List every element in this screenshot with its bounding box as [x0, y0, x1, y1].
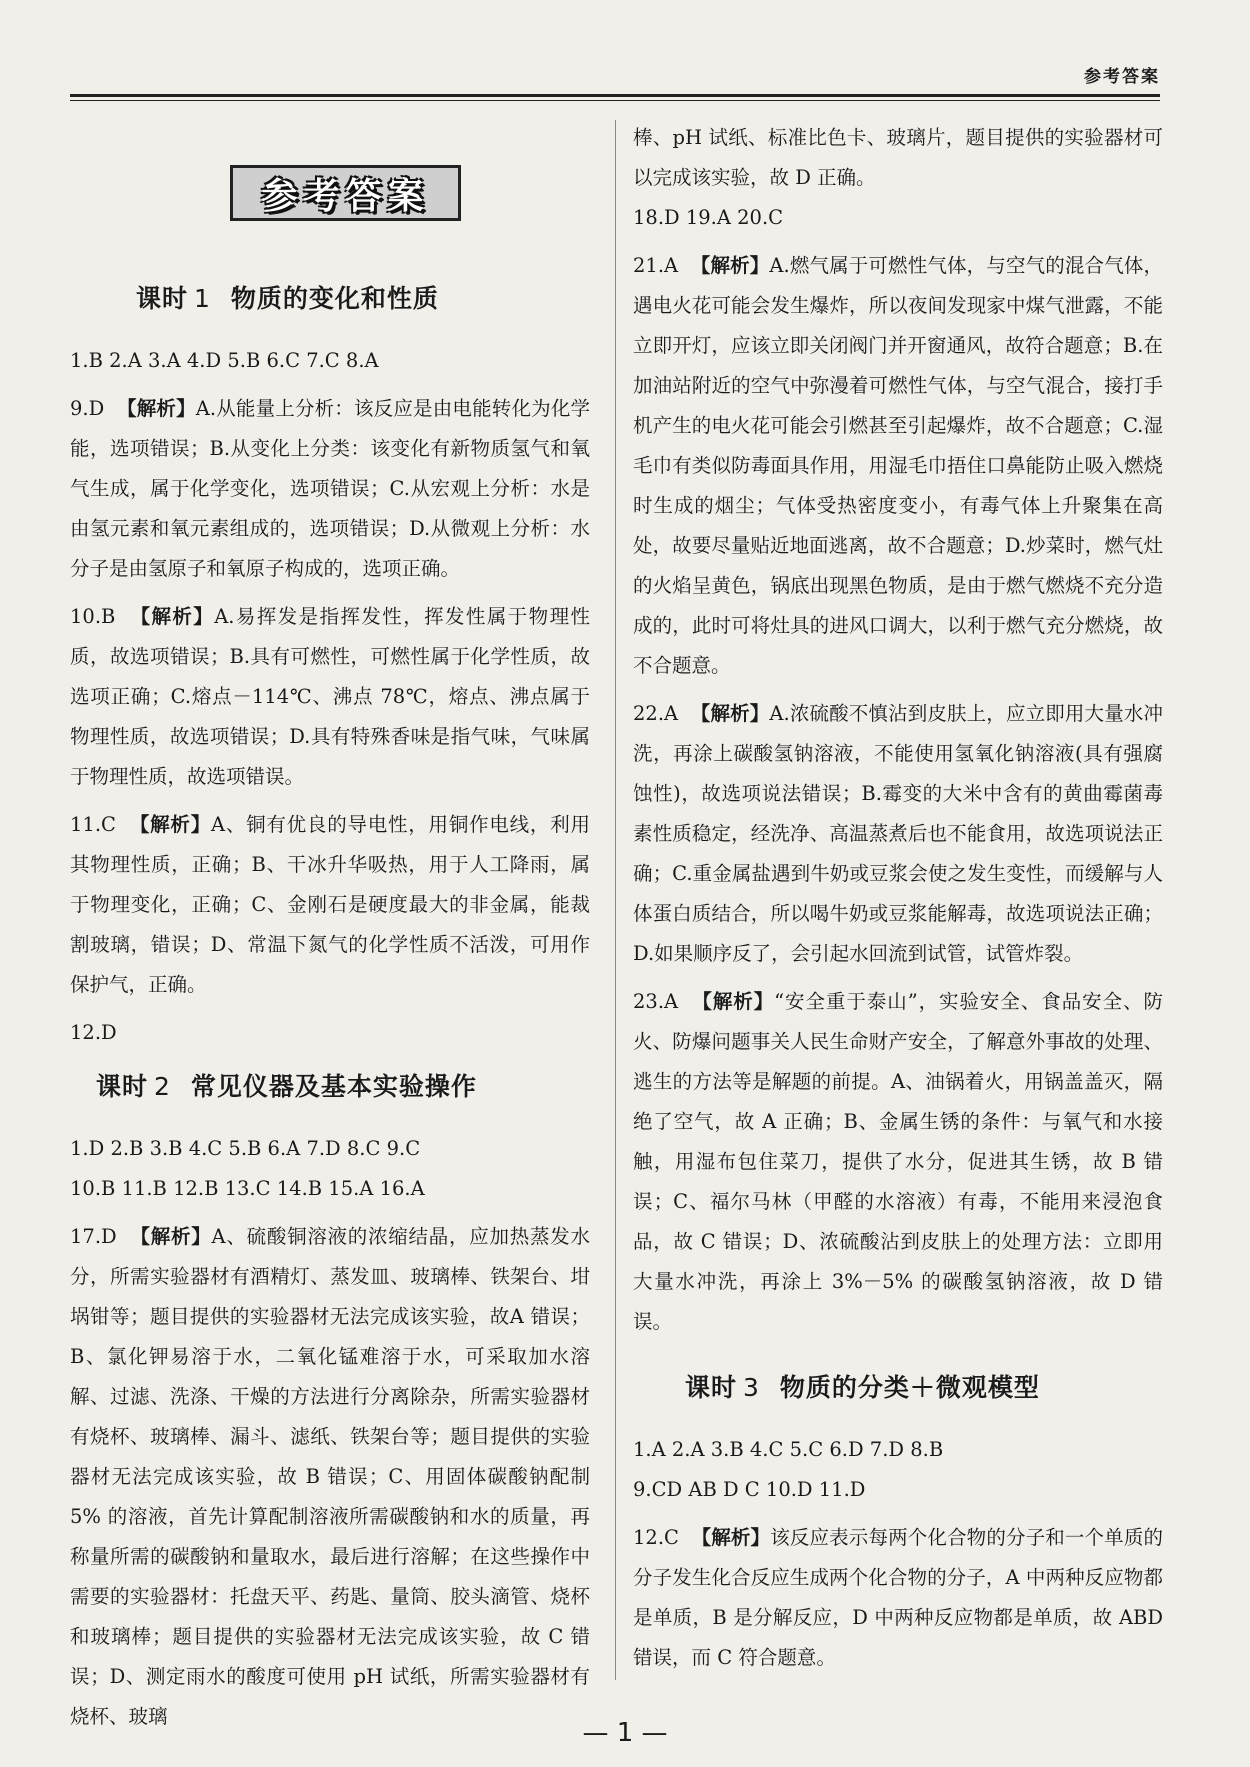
left-column [70, 120, 590, 1745]
answers-l2-10-16: 10.B 11.B 12.B 13.C 14.B 15.A 16.A [70, 1177, 425, 1200]
question-22: 22.A 【解析】A.浓硫酸不慎沾到皮肤上，应立即用大量水冲洗，再涂上碳酸氢钠溶液，不能使用氢氧化钠溶液(具有强腐蚀性)，故选项说法错误；B.霉变的大米中含有的黄曲霉菌毒素性质稳定，经洗净、高温蒸煮后也不能食用，故选项说法正确；C.重金属盐遇到牛奶或豆浆会使之发生变性，而缓解与人体蛋白质结合，所以喝牛奶或豆浆能解毒，故选项说法正确；D.如果顺序反了，会引起水回流到试管，试管炸裂。 [633, 702, 1163, 965]
column-divider [615, 120, 616, 1680]
lesson-3-heading: 课时 3 物质的分类＋微观模型 [685, 1373, 1040, 1402]
lesson-2-heading: 课时 2 常见仪器及基本实验操作 [96, 1072, 477, 1101]
question-10: 10.B 【解析】A.易挥发是指挥发性，挥发性属于物理性质，故选项错误；B.具有可燃性，可燃性属于化学性质，故选项正确；C.熔点－114℃、沸点 78℃，熔点、沸点属于物理性质，故选项错误；D.具有特殊香味是指气味，气味属于物理性质，故选项错误。 [70, 605, 590, 788]
question-l3-12: 12.C 【解析】该反应表示每两个化合物的分子和一个单质的分子发生化合反应生成两个化合物的分子，A 中两种反应物都是单质，B 是分解反应，D 中两种反应物都是单质，故 ABD 错误，而 C 符合题意。 [633, 1526, 1163, 1669]
question-21: 21.A 【解析】A.燃气属于可燃性气体，与空气的混合气体，遇电火花可能会发生爆炸，所以夜间发现家中煤气泄露，不能立即开灯，应该立即关闭阀门并开窗通风，故符合题意；B.在加油站附近的空气中弥漫着可燃性气体，与空气混合，接打手机产生的电火花可能会引燃甚至引起爆炸，故不合题意；C.湿毛巾有类似防毒面具作用，用湿毛巾捂住口鼻能防止吸入燃烧时生成的烟尘；气体受热密度变小，有毒气体上升聚集在高处，故要尽量贴近地面逃离，故不合题意；D.炒菜时，燃气灶的火焰呈黄色，锅底出现黑色物质，是由于燃气燃烧不充分造成的，此时可将灶具的进风口调大，以利于燃气充分燃烧，故不合题意。 [633, 254, 1163, 677]
header-label: 参考答案 [1084, 67, 1160, 87]
question-17-continued: 棒、pH 试纸、标准比色卡、玻璃片，题目提供的实验器材可以完成该实验，故 D 正确。 [633, 126, 1163, 189]
answers-18-20: 18.D 19.A 20.C [633, 206, 784, 229]
answers-l2-1-9: 1.D 2.B 3.B 4.C 5.B 6.A 7.D 8.C 9.C [70, 1137, 421, 1160]
right-column [633, 118, 1163, 1686]
question-11: 11.C 【解析】A、铜有优良的导电性，用铜作电线，利用其物理性质，正确；B、干冰升华吸热，用于人工降雨，属于物理变化，正确；C、金刚石是硬度最大的非金属，能裁割玻璃，错误；D、常温下氮气的化学性质不活泼，可用作保护气，正确。 [70, 813, 590, 996]
title-box: 参考答案 [230, 165, 461, 221]
question-9: 9.D 【解析】A.从能量上分析：该反应是由电能转化为化学能，选项错误；B.从变化上分类：该变化有新物质氢气和氧气生成，属于化学变化，选项错误；C.从宏观上分析：水是由氢元素和氧元素组成的，选项错误；D.从微观上分析：水分子是由氢原子和氧原子构成的，选项正确。 [70, 397, 590, 580]
header-rule-thick [70, 94, 1160, 97]
header-rule-thin [70, 100, 1160, 101]
question-23: 23.A 【解析】“安全重于泰山”，实验安全、食品安全、防火、防爆问题事关人民生命财产安全，了解意外事故的处理、逃生的方法等是解题的前提。A、油锅着火，用锅盖盖灭，隔绝了空气，故 A 正确；B、金属生锈的条件：与氧气和水接触，用湿布包住菜刀，提供了水分，促进其生锈，故 B 错误；C、福尔马林（甲醛的水溶液）有毒，不能用来浸泡食品，故 C 错误；D、浓硫酸沾到皮肤上的处理方法：立即用大量水冲洗，再涂上 3%－5% 的碳酸氢钠溶液，故 D 错误。 [633, 990, 1163, 1333]
page-number: — 1 — [582, 1718, 668, 1748]
answers-l3-1-8: 1.A 2.A 3.B 4.C 5.C 6.D 7.D 8.B [633, 1438, 944, 1461]
question-17: 17.D 【解析】A、硫酸铜溶液的浓缩结晶，应加热蒸发水分，所需实验器材有酒精灯、蒸发皿、玻璃棒、铁架台、坩埚钳等；题目提供的实验器材无法完成该实验，故A 错误；B、氯化钾易溶于水，二氧化锰难溶于水，可采取加水溶解、过滤、洗涤、干燥的方法进行分离除杂，所需实验器材有烧杯、玻璃棒、漏斗、滤纸、铁架台等；题目提供的实验器材无法完成该实验，故 B 错误；C、用固体碳酸钠配制 5% 的溶液，首先计算配制溶液所需碳酸钠和水的质量，再称量所需的碳酸钠和量取水，最后进行溶解；在这些操作中需要的实验器材：托盘天平、药匙、量筒、胶头滴管、烧杯和玻璃棒；题目提供的实验器材无法完成该实验，故 C 错误；D、测定雨水的酸度可使用 pH 试纸，所需实验器材有烧杯、玻璃 [70, 1225, 590, 1728]
answers-l3-9-11: 9.CD AB D C 10.D 11.D [633, 1478, 866, 1501]
lesson-1-heading: 课时 1 物质的变化和性质 [136, 284, 439, 313]
answers-1-8: 1.B 2.A 3.A 4.D 5.B 6.C 7.C 8.A [70, 349, 379, 372]
question-12: 12.D [70, 1021, 117, 1044]
